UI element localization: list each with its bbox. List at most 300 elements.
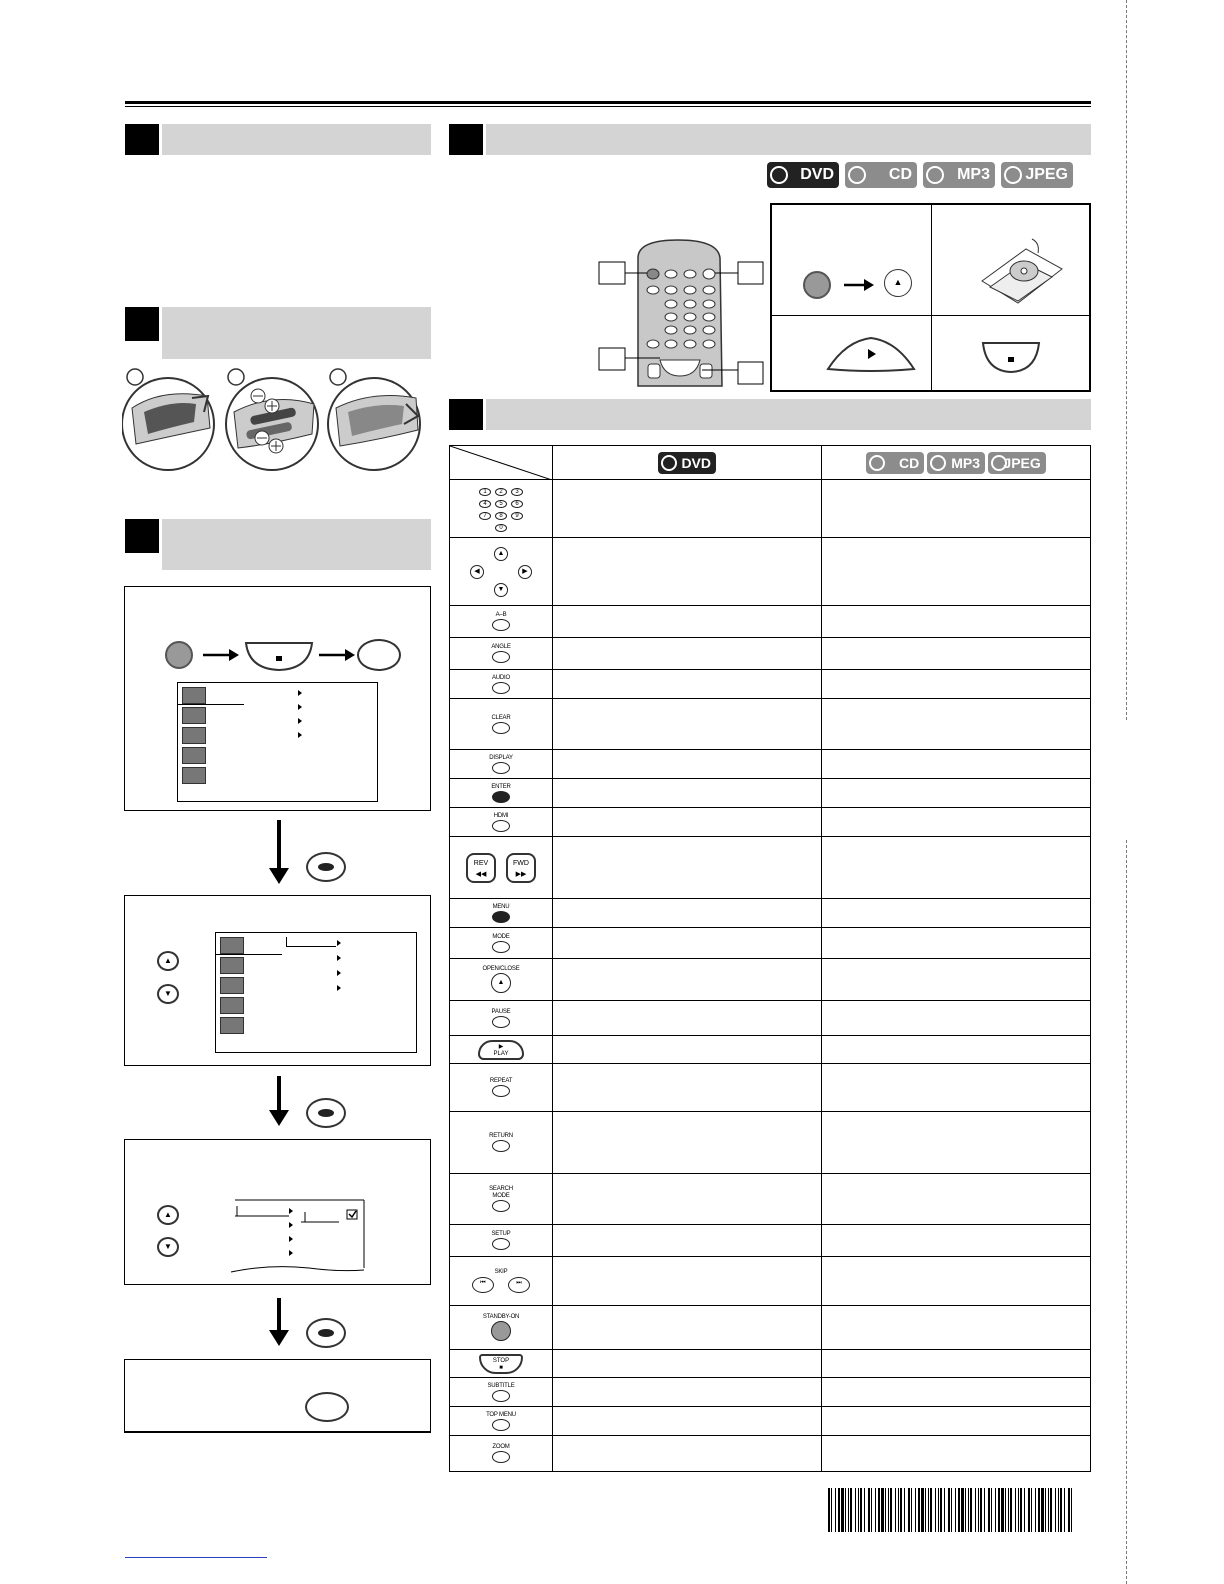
display-button[interactable] (492, 762, 510, 774)
top-menu-key-cell[interactable] (450, 1407, 553, 1436)
setup-step-2-panel (124, 895, 431, 1066)
enter-button[interactable] (492, 791, 510, 803)
standby-on-label: STANDBY-ON (482, 1314, 520, 1320)
format-cd-label: CD (898, 454, 920, 471)
step-2-batteries (226, 369, 318, 470)
barcode-bar (850, 1488, 852, 1532)
subtitle-key-cell[interactable] (450, 1378, 553, 1407)
submenu-arrow-icon (337, 970, 341, 976)
barcode-bar (940, 1488, 942, 1532)
barcode-bar (860, 1488, 862, 1532)
barcode-bar (1015, 1488, 1016, 1532)
setup-step-3-panel (124, 1139, 431, 1285)
dvd-desc-cell (553, 899, 822, 928)
flow-down-arrow (277, 820, 281, 870)
dvd-desc-cell (553, 1174, 822, 1225)
cd-desc-cell (822, 538, 1091, 606)
barcode-bar (961, 1488, 964, 1532)
arrow-right-icon (842, 277, 876, 293)
grid-divider (931, 205, 932, 390)
barcode-bar (1035, 1488, 1036, 1532)
top-menu-button[interactable] (492, 1419, 510, 1431)
number-key[interactable]: 9 (511, 512, 523, 520)
dvd-desc-cell (553, 1407, 822, 1436)
enter-button[interactable] (306, 1098, 346, 1128)
cd-desc-cell (822, 899, 1091, 928)
format-mp3-label: MP3 (957, 166, 990, 183)
barcode-bar (1024, 1488, 1025, 1532)
table-row (450, 959, 1091, 1001)
menu-button[interactable] (492, 911, 510, 923)
barcode-bar (1041, 1488, 1044, 1532)
cd-desc-cell (822, 638, 1091, 670)
cd-desc-cell (822, 699, 1091, 750)
table-row (450, 837, 1091, 899)
submenu-arrow-icon (337, 940, 341, 946)
table-row (450, 699, 1091, 750)
display-icon (182, 707, 206, 724)
dvd-desc-cell (553, 1225, 822, 1257)
cut-line (1126, 0, 1127, 720)
format-dvd-label: DVD (800, 166, 834, 183)
return-key-cell[interactable] (450, 1112, 553, 1174)
barcode-bar (1050, 1488, 1052, 1532)
setup-button[interactable] (305, 1392, 349, 1422)
format-badge-jpeg (1001, 162, 1073, 188)
barcode-bar (944, 1488, 945, 1532)
rev-fwd-key-cell[interactable] (450, 837, 553, 899)
barcode-bar (831, 1488, 832, 1532)
audio-icon (182, 747, 206, 764)
cd-desc-cell (822, 480, 1091, 538)
mode-label: MODE (492, 933, 510, 940)
dvd-desc-cell (553, 959, 822, 1001)
number-key[interactable]: 7 (479, 512, 491, 520)
stop-button[interactable]: STOP ■ (479, 1354, 523, 1374)
clear-label: CLEAR (491, 714, 511, 721)
format-badge-dvd (767, 162, 839, 188)
barcode-bar (890, 1488, 892, 1532)
enter-button[interactable] (306, 852, 346, 882)
barcode-bar (1064, 1488, 1065, 1532)
zoom-button[interactable] (492, 1451, 510, 1463)
setting-options-screen (229, 1196, 369, 1276)
grid-divider (772, 315, 1089, 316)
playback-steps-grid (770, 203, 1091, 392)
dvd-desc-cell (553, 1001, 822, 1036)
setup-label: SETUP (491, 1231, 511, 1237)
barcode-bar (925, 1488, 926, 1532)
barcode-bar (955, 1488, 956, 1532)
return-button[interactable] (492, 1140, 510, 1152)
cursor-keys-cell[interactable] (450, 538, 553, 606)
barcode-bar (984, 1488, 985, 1532)
rev-button[interactable]: REV ◀◀ (466, 853, 496, 883)
others-icon (182, 767, 206, 784)
table-row (450, 1257, 1091, 1306)
dvd-desc-cell (553, 1036, 822, 1064)
barcode-bar (958, 1488, 960, 1532)
section-header-2 (162, 307, 431, 359)
subtitle-label: SUBTITLE (487, 1382, 515, 1389)
table-row (450, 480, 1091, 538)
step-3-close-cover (328, 369, 420, 470)
language-icon (220, 937, 244, 954)
display-label: DISPLAY (489, 754, 513, 761)
dvd-desc-cell (553, 1064, 822, 1112)
setup-step-1-panel (124, 586, 431, 811)
section-header-1 (162, 124, 431, 155)
table-row (450, 1436, 1091, 1472)
barcode-bar (898, 1488, 899, 1532)
dvd-desc-cell (553, 1306, 822, 1350)
mode-button[interactable] (492, 941, 510, 953)
number-keys-cell[interactable] (450, 480, 553, 538)
enter-key-cell[interactable] (450, 779, 553, 808)
cd-desc-cell (822, 1350, 1091, 1378)
cd-desc-cell (822, 1225, 1091, 1257)
open-close-button[interactable]: ▲ (491, 973, 511, 993)
others-icon (220, 1017, 244, 1034)
menu-label: MENU (492, 903, 510, 910)
menu-highlight-line (178, 704, 244, 705)
skip-forward-button[interactable]: ⏭ (508, 1277, 530, 1293)
barcode-bar (855, 1488, 856, 1532)
barcode-bar (980, 1488, 982, 1532)
barcode-bar (835, 1488, 836, 1532)
barcode-bar (828, 1488, 830, 1532)
menu-key-cell[interactable] (450, 899, 553, 928)
setup-button[interactable] (492, 1238, 510, 1250)
barcode-bar (845, 1488, 846, 1532)
format-badge-mp3 (927, 452, 985, 474)
step-1-remote-cover (122, 369, 214, 470)
format-cd-label: CD (888, 166, 912, 183)
stop-button[interactable] (243, 639, 315, 673)
cd-desc-cell (822, 1064, 1091, 1112)
open-close-key-cell[interactable] (450, 959, 553, 1001)
format-jpeg-label: JPEG (1003, 454, 1041, 471)
table-row (450, 1036, 1091, 1064)
table-row (450, 1112, 1091, 1174)
cd-desc-cell (822, 606, 1091, 638)
zoom-key-cell[interactable] (450, 1436, 553, 1472)
angle-button[interactable] (492, 651, 510, 663)
barcode-bar (965, 1488, 966, 1532)
dvd-desc-cell (553, 779, 822, 808)
cd-desc-cell (822, 1174, 1091, 1225)
section-marker-2 (125, 307, 159, 341)
submenu-arrow-icon (298, 704, 302, 710)
barcode-bar (881, 1488, 884, 1532)
flow-down-arrow (277, 1298, 281, 1332)
format-jpeg-label: JPEG (1025, 166, 1068, 183)
pause-key-cell[interactable] (450, 1001, 553, 1036)
table-row (450, 779, 1091, 808)
top-rule (125, 101, 1091, 104)
barcode-bar (935, 1488, 936, 1532)
up-button[interactable]: ▲ (157, 951, 179, 971)
barcode-bar (1045, 1488, 1046, 1532)
cut-line-lower (1126, 840, 1127, 1584)
format-badge-cd (866, 452, 924, 474)
audio-button[interactable] (492, 682, 510, 694)
enter-button[interactable] (306, 1318, 346, 1348)
angle-key-cell[interactable] (450, 638, 553, 670)
audio-label: AUDIO (491, 674, 510, 681)
cd-desc-cell (822, 779, 1091, 808)
number-key[interactable]: 8 (495, 512, 507, 520)
barcode-bar (915, 1488, 916, 1532)
pause-button[interactable] (492, 1016, 510, 1028)
submenu-arrow-icon (298, 690, 302, 696)
barcode-bar (908, 1488, 910, 1532)
setup-step-4-panel (124, 1359, 431, 1433)
callout-line (286, 937, 287, 947)
cd-desc-cell (822, 959, 1091, 1001)
barcode-bar (970, 1488, 972, 1532)
a-b-key-cell[interactable] (450, 606, 553, 638)
hdmi-button[interactable] (492, 820, 510, 832)
dvd-desc-cell (553, 750, 822, 779)
submenu-arrow-icon (337, 955, 341, 961)
number-key[interactable]: 3 (511, 488, 523, 496)
submenu-arrow-icon (337, 985, 341, 991)
dvd-desc-cell (553, 606, 822, 638)
callout-line (286, 946, 336, 947)
barcode-bar (911, 1488, 912, 1532)
barcode-bar (978, 1488, 979, 1532)
barcode-bar (1005, 1488, 1006, 1532)
table-row (450, 1306, 1091, 1350)
barcode-bar (878, 1488, 880, 1532)
number-key[interactable]: 5 (495, 500, 507, 508)
dvd-desc-cell (553, 538, 822, 606)
number-key[interactable]: 4 (479, 500, 491, 508)
down-button[interactable]: ▼ (494, 583, 508, 597)
dvd-desc-cell (553, 1257, 822, 1306)
format-badge-jpeg (988, 452, 1046, 474)
video-icon (220, 977, 244, 994)
number-key[interactable]: 0 (495, 524, 507, 532)
dvd-desc-cell (553, 1350, 822, 1378)
language-icon (182, 687, 206, 704)
cd-desc-cell (822, 1036, 1091, 1064)
play-key-cell[interactable] (450, 1036, 553, 1064)
play-button[interactable]: ▶ PLAY (478, 1040, 524, 1060)
clear-key-cell[interactable] (450, 699, 553, 750)
submenu-arrow-icon (298, 718, 302, 724)
barcode-bar (1071, 1488, 1072, 1532)
open-close-label: OPEN/CLOSE (482, 966, 520, 972)
barcode-bar (938, 1488, 939, 1532)
barcode (828, 1488, 1076, 1532)
cd-desc-cell (822, 1112, 1091, 1174)
format-dvd-label: DVD (681, 454, 711, 471)
right-button[interactable]: ▶ (518, 565, 532, 579)
dvd-desc-cell (553, 480, 822, 538)
a-b-button[interactable] (492, 619, 510, 631)
barcode-bar (904, 1488, 905, 1532)
pause-label: PAUSE (491, 1008, 511, 1015)
barcode-bar (900, 1488, 902, 1532)
table-row (450, 899, 1091, 928)
format-mp3-label: MP3 (951, 454, 980, 471)
section-marker-1 (125, 124, 159, 155)
table-row (450, 1350, 1091, 1378)
arrow-right-icon (201, 647, 241, 663)
top-rule-thin (125, 106, 1091, 107)
remote-control-illustration (598, 238, 764, 388)
cd-desc-cell (822, 670, 1091, 699)
up-button[interactable]: ▲ (494, 547, 508, 561)
submenu-arrow-icon (298, 732, 302, 738)
barcode-bar (1001, 1488, 1004, 1532)
barcode-bar (1038, 1488, 1040, 1532)
disc-tray-illustration (976, 229, 1064, 309)
barcode-bar (918, 1488, 920, 1532)
barcode-bar (948, 1488, 950, 1532)
subtitle-button[interactable] (492, 1390, 510, 1402)
table-row (450, 808, 1091, 837)
table-header-row (450, 446, 1091, 480)
footer-link-underline (125, 1557, 267, 1558)
enter-label: ENTER (491, 783, 511, 790)
mode-key-cell[interactable] (450, 928, 553, 959)
section-header-5 (486, 399, 1091, 430)
barcode-bar (998, 1488, 1000, 1532)
clear-button[interactable] (492, 722, 510, 734)
down-button[interactable]: ▼ (157, 984, 179, 1004)
table-row (450, 606, 1091, 638)
section-header-4 (486, 124, 1091, 155)
barcode-bar (895, 1488, 896, 1532)
video-icon (182, 727, 206, 744)
barcode-bar (1068, 1488, 1070, 1532)
stop-key-cell[interactable] (450, 1350, 553, 1378)
stop-button[interactable] (980, 339, 1042, 375)
down-button[interactable]: ▼ (157, 1237, 179, 1257)
dvd-desc-cell (553, 808, 822, 837)
dvd-column-header (553, 446, 822, 480)
format-badge-mp3 (923, 162, 995, 188)
search-mode-key-cell[interactable] (450, 1174, 553, 1225)
repeat-button[interactable] (492, 1085, 510, 1097)
number-key[interactable]: 1 (479, 488, 491, 496)
standby-on-button[interactable] (803, 271, 831, 299)
setup-menu-screen (177, 682, 378, 802)
a-b-label: A–B (495, 612, 507, 618)
fwd-button[interactable]: FWD ▶▶ (506, 853, 536, 883)
barcode-bar (864, 1488, 865, 1532)
fwd-label: FWD (513, 859, 529, 867)
barcode-bar (875, 1488, 876, 1532)
cd-desc-cell (822, 750, 1091, 779)
barcode-bar (838, 1488, 840, 1532)
flow-down-arrow (277, 1076, 281, 1112)
standby-on-button[interactable] (491, 1321, 511, 1341)
remote-keys-table (449, 445, 1091, 1472)
dvd-desc-cell (553, 928, 822, 959)
hdmi-key-cell[interactable] (450, 808, 553, 837)
table-row (450, 1407, 1091, 1436)
barcode-bar (1058, 1488, 1059, 1532)
table-row (450, 638, 1091, 670)
cd-desc-cell (822, 1306, 1091, 1350)
section-marker-3 (125, 519, 159, 553)
open-close-button[interactable]: ▲ (884, 269, 912, 297)
barcode-bar (871, 1488, 872, 1532)
menu-highlight-line (216, 954, 282, 955)
play-label: PLAY (493, 1050, 509, 1057)
arrow-right-icon (317, 647, 357, 663)
return-label: RETURN (489, 1133, 513, 1139)
up-button[interactable]: ▲ (157, 1205, 179, 1225)
cd-desc-cell (822, 1001, 1091, 1036)
table-row (450, 1225, 1091, 1257)
format-badge-dvd (658, 452, 716, 474)
barcode-bar (1008, 1488, 1009, 1532)
barcode-bar (1060, 1488, 1062, 1532)
hdmi-label: HDMI (493, 812, 509, 819)
audio-key-cell[interactable] (450, 670, 553, 699)
barcode-bar (1018, 1488, 1019, 1532)
rev-label: REV (473, 859, 489, 867)
barcode-bar (848, 1488, 849, 1532)
display-key-cell[interactable] (450, 750, 553, 779)
play-button[interactable] (826, 335, 916, 375)
dvd-desc-cell (553, 1378, 822, 1407)
dvd-desc-cell (553, 1112, 822, 1174)
search-mode-button[interactable] (492, 1200, 510, 1212)
format-badge-cd (845, 162, 917, 188)
section-header-3 (162, 519, 431, 570)
repeat-key-cell[interactable] (450, 1064, 553, 1112)
left-button[interactable]: ◀ (470, 565, 484, 579)
table-row (450, 1378, 1091, 1407)
barcode-bar (995, 1488, 996, 1532)
number-key[interactable]: 6 (511, 500, 523, 508)
barcode-bar (930, 1488, 932, 1532)
cd-mp3-jpeg-column-header (822, 446, 1091, 480)
dvd-desc-cell (553, 1436, 822, 1472)
skip-key-cell[interactable] (450, 1257, 553, 1306)
setup-key-cell[interactable] (450, 1225, 553, 1257)
search-mode-label: SEARCH MODE (489, 1186, 513, 1199)
angle-label: ANGLE (491, 644, 511, 650)
table-row (450, 1174, 1091, 1225)
table-row (450, 750, 1091, 779)
skip-back-button[interactable]: ⏮ (472, 1277, 494, 1293)
standby-on-button[interactable] (165, 641, 193, 669)
dvd-desc-cell (553, 670, 822, 699)
standby-on-key-cell[interactable] (450, 1306, 553, 1350)
cd-desc-cell (822, 1436, 1091, 1472)
cd-desc-cell (822, 837, 1091, 899)
setup-button[interactable] (357, 639, 401, 671)
repeat-label: REPEAT (489, 1078, 513, 1084)
corner-cell (450, 446, 553, 480)
table-row (450, 928, 1091, 959)
dvd-desc-cell (553, 837, 822, 899)
barcode-bar (858, 1488, 859, 1532)
barcode-bar (885, 1488, 886, 1532)
table-row (450, 1001, 1091, 1036)
barcode-bar (968, 1488, 969, 1532)
skip-label: SKIP (494, 1269, 508, 1275)
cd-desc-cell (822, 808, 1091, 837)
number-key[interactable]: 2 (495, 488, 507, 496)
